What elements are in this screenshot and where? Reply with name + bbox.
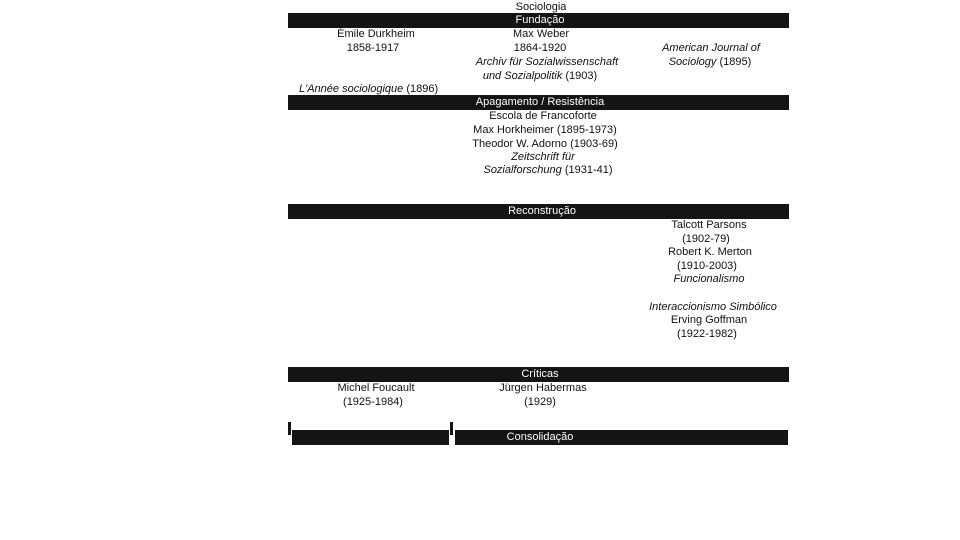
- horkheimer: Max Horkheimer (1895-1973): [473, 124, 617, 136]
- foucault-name: Michel Foucault: [337, 382, 415, 394]
- funcionalismo: Funcionalismo: [673, 273, 745, 285]
- habermas-name: Jürgen Habermas: [499, 382, 587, 394]
- durkheim-years: 1858-1917: [346, 42, 400, 54]
- section-label-apagamento: Apagamento / Resistência: [475, 96, 605, 108]
- timeline-tick-left: [288, 422, 291, 435]
- zeitschrift-line1: Zeitschrift für: [511, 151, 575, 163]
- page-title: Sociologia: [515, 1, 567, 13]
- durkheim-name: Émile Durkheim: [337, 28, 415, 40]
- weber-name: Max Weber: [512, 28, 570, 40]
- section-label-criticas: Críticas: [521, 368, 559, 380]
- section-label-fundacao: Fundação: [515, 14, 565, 26]
- frankfurt-school: Escola de Francoforte: [489, 110, 597, 122]
- durkheim-journal-year: (1896): [406, 83, 439, 95]
- goffman-years: (1922-1982): [677, 328, 737, 340]
- merton-name: Robert K. Merton: [668, 246, 752, 258]
- foucault-years: (1925-1984): [343, 396, 403, 408]
- goffman-name: Erving Goffman: [670, 314, 748, 326]
- parsons-name: Talcott Parsons: [671, 219, 747, 231]
- zeitschrift-entry: [483, 164, 612, 177]
- timeline-tick-mid: [450, 422, 453, 435]
- interaccionismo-simbolico: Interaccionismo Simbólico: [649, 301, 777, 313]
- american-journal-line2: Sociology: [668, 56, 717, 68]
- weber-years: 1864-1920: [513, 42, 567, 54]
- zeitschrift-line2: Sozialforschung: [483, 164, 562, 176]
- habermas-years: (1929): [524, 396, 556, 408]
- weber-journal-entry: [483, 70, 597, 83]
- durkheim-journal: L'Année sociologique: [299, 83, 404, 95]
- merton-years: (1910-2003): [677, 260, 737, 272]
- american-journal-entry: [669, 56, 752, 69]
- section-label-reconstrucao: Reconstrução: [508, 205, 576, 217]
- section-bar-consolidacao: [455, 430, 788, 445]
- section-label-consolidacao: Consolidação: [506, 431, 574, 443]
- american-journal-line1: American Journal of: [662, 42, 760, 54]
- zeitschrift-years: (1931-41): [564, 164, 613, 176]
- weber-journal-line1: Archiv für Sozialwissenschaft: [475, 56, 619, 68]
- section-bar-criticas: [288, 367, 789, 382]
- adorno: Theodor W. Adorno (1903-69): [472, 138, 618, 150]
- american-journal-year: (1895): [719, 56, 752, 68]
- weber-journal-year: (1903): [565, 70, 598, 82]
- parsons-years: (1902-79): [682, 233, 730, 245]
- section-bar-fundacao: [288, 13, 789, 28]
- weber-journal-line2: und Sozialpolitik: [482, 70, 563, 82]
- section-bar-apagamento: [288, 95, 789, 110]
- section-bar-reconstrucao: [288, 204, 789, 219]
- section-bar-consolidacao-left: [292, 430, 449, 445]
